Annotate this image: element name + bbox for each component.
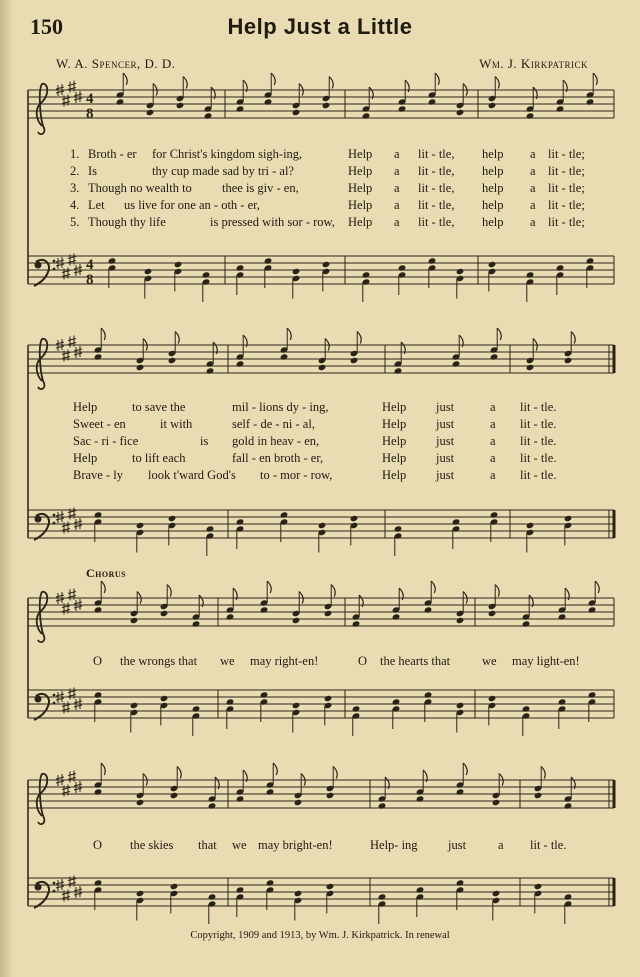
- music-composer: Wm. J. Kirkpatrick: [479, 56, 588, 71]
- note-head: [294, 890, 303, 897]
- verse-2-number: 2.: [70, 164, 80, 178]
- sharp-sign: [68, 771, 76, 783]
- note-head: [392, 613, 401, 620]
- verse-1-text: lit - tle;: [548, 147, 585, 161]
- note-head: [292, 702, 301, 709]
- verse-3-text: Help: [348, 181, 373, 195]
- note-flag: [463, 763, 467, 775]
- hymn-title: Help Just a Little: [227, 14, 413, 39]
- note-flag: [593, 73, 597, 85]
- note-head: [260, 606, 269, 613]
- note-head: [488, 695, 497, 702]
- chorus-text: lit - tle.: [530, 838, 567, 852]
- verse-5-text: to - mor - row,: [260, 468, 333, 482]
- note-flag: [357, 332, 361, 344]
- note-flag: [533, 339, 537, 351]
- note-head: [326, 883, 335, 890]
- note-head: [192, 620, 201, 627]
- words-author: W. A. Spencer, D. D.: [56, 56, 176, 71]
- note-head: [292, 268, 301, 275]
- sharp-sign: [68, 508, 76, 520]
- verse-1-text: mil - lions dy - ing,: [232, 400, 329, 414]
- note-head: [456, 702, 465, 709]
- note-flag: [267, 581, 271, 593]
- note-flag: [273, 763, 277, 775]
- note-flag: [435, 73, 439, 85]
- note-head: [428, 98, 437, 105]
- chorus-text: O: [358, 654, 368, 668]
- treble-clef-icon: [37, 592, 48, 642]
- note-head: [136, 890, 145, 897]
- verse-3-text: a: [394, 181, 400, 195]
- note-head: [378, 893, 387, 900]
- chorus-text: the hearts that: [380, 654, 451, 668]
- note-head: [226, 698, 235, 705]
- verse-2-text: a: [490, 417, 496, 431]
- verse-4-text: a: [530, 198, 536, 212]
- verse-1-text: a: [530, 147, 536, 161]
- note-head: [394, 367, 403, 374]
- note-head: [236, 518, 245, 525]
- note-head: [226, 613, 235, 620]
- note-head: [136, 364, 145, 371]
- bass-clef-icon: [35, 884, 42, 891]
- note-head: [564, 515, 573, 522]
- note-head: [398, 105, 407, 112]
- chorus-text: may bright-en!: [258, 838, 333, 852]
- note-head: [488, 261, 497, 268]
- verse-4-text: lit - tle,: [418, 198, 455, 212]
- note-head: [146, 109, 155, 116]
- note-head: [174, 261, 183, 268]
- note-flag: [571, 332, 575, 344]
- verse-4-text: a: [394, 198, 400, 212]
- note-head: [416, 795, 425, 802]
- chorus-text: may light-en!: [512, 654, 580, 668]
- verse-4-text: help: [482, 198, 504, 212]
- verse-4-text: to lift each: [132, 451, 186, 465]
- bass-clef-dot: [53, 890, 56, 893]
- verse-1-text: a: [490, 400, 496, 414]
- sharp-sign: [62, 350, 70, 362]
- note-head: [236, 795, 245, 802]
- verse-5-text: Help: [348, 215, 373, 229]
- verse-1-text: just: [436, 400, 455, 414]
- verse-3-text: Sac - ri - fice: [73, 434, 139, 448]
- note-head: [456, 788, 465, 795]
- note-head: [522, 705, 531, 712]
- verse-1-text: lit - tle.: [520, 400, 557, 414]
- note-flag: [499, 774, 503, 786]
- chorus-text: O: [93, 838, 103, 852]
- note-head: [526, 522, 535, 529]
- note-head: [352, 620, 361, 627]
- note-head: [456, 268, 465, 275]
- note-flag: [143, 774, 147, 786]
- sharp-sign: [68, 876, 76, 888]
- chorus-text: just: [448, 838, 467, 852]
- note-flag: [271, 73, 275, 85]
- chorus-text: we: [220, 654, 235, 668]
- note-head: [324, 695, 333, 702]
- verse-4-text: lit - tle.: [520, 451, 557, 465]
- note-flag: [101, 328, 105, 340]
- note-flag: [123, 73, 127, 85]
- note-head: [116, 98, 125, 105]
- note-head: [586, 257, 595, 264]
- note-head: [526, 364, 535, 371]
- note-head: [564, 357, 573, 364]
- note-flag: [331, 585, 335, 597]
- verse-3-text: lit - tle;: [548, 181, 585, 195]
- verse-3-text: thee is giv - en,: [222, 181, 299, 195]
- note-head: [266, 788, 275, 795]
- note-head: [130, 702, 139, 709]
- note-head: [94, 353, 103, 360]
- verse-5-text: Brave - ly: [73, 468, 123, 482]
- time-signature: 8: [86, 106, 94, 122]
- note-head: [94, 879, 103, 886]
- note-flag: [143, 339, 147, 351]
- note-head: [208, 893, 217, 900]
- verse-2-text: Is: [88, 164, 98, 178]
- note-head: [350, 515, 359, 522]
- verse-5-text: Help: [382, 468, 407, 482]
- note-flag: [183, 77, 187, 89]
- verse-5-text: lit - tle;: [548, 215, 585, 229]
- note-head: [456, 617, 465, 624]
- note-head: [318, 364, 327, 371]
- verse-1-text: Help: [73, 400, 98, 414]
- note-head: [318, 522, 327, 529]
- note-head: [424, 606, 433, 613]
- verse-3-text: a: [530, 181, 536, 195]
- note-head: [428, 257, 437, 264]
- verse-1-text: a: [394, 147, 400, 161]
- note-head: [326, 792, 335, 799]
- bass-clef-dot: [53, 522, 56, 525]
- note-head: [130, 617, 139, 624]
- verse-2-text: Sweet - en: [73, 417, 126, 431]
- bass-clef-dot: [53, 702, 56, 705]
- sharp-sign: [68, 688, 76, 700]
- treble-clef-icon: [37, 84, 48, 134]
- note-head: [416, 886, 425, 893]
- verse-1-text: Help: [348, 147, 373, 161]
- note-flag: [299, 592, 303, 604]
- sharp-sign: [62, 890, 70, 902]
- note-head: [424, 691, 433, 698]
- verse-4-text: Let: [88, 198, 105, 212]
- verse-4-text: Help: [73, 451, 98, 465]
- note-head: [492, 890, 501, 897]
- verse-2-text: Help: [348, 164, 373, 178]
- note-head: [490, 353, 499, 360]
- time-signature: 8: [86, 272, 94, 288]
- note-head: [522, 620, 531, 627]
- verse-3-text: a: [490, 434, 496, 448]
- note-head: [170, 792, 179, 799]
- verse-1-text: lit - tle,: [418, 147, 455, 161]
- chorus-text: the skies: [130, 838, 174, 852]
- hymn-number: 150: [30, 14, 63, 39]
- note-flag: [495, 585, 499, 597]
- note-head: [526, 271, 535, 278]
- bass-clef-dot: [53, 514, 56, 517]
- note-flag: [301, 774, 305, 786]
- verse-2-text: self - de - ni - al,: [232, 417, 315, 431]
- verse-2-text: lit - tle,: [418, 164, 455, 178]
- note-head: [236, 360, 245, 367]
- note-head: [94, 511, 103, 518]
- note-flag: [595, 581, 599, 593]
- note-head: [394, 525, 403, 532]
- copyright-notice: Copyright, 1909 and 1913, by Wm. J. Kirkpatrick. In renewal: [190, 930, 450, 941]
- verse-4-text: a: [490, 451, 496, 465]
- verse-5-text: a: [530, 215, 536, 229]
- note-head: [564, 802, 573, 809]
- note-head: [378, 802, 387, 809]
- note-head: [564, 893, 573, 900]
- note-flag: [153, 84, 157, 96]
- note-flag: [287, 328, 291, 340]
- note-head: [490, 511, 499, 518]
- verse-2-text: a: [394, 164, 400, 178]
- note-head: [558, 698, 567, 705]
- note-flag: [333, 767, 337, 779]
- sharp-sign: [68, 336, 76, 348]
- note-head: [588, 691, 597, 698]
- note-head: [322, 102, 331, 109]
- note-flag: [325, 339, 329, 351]
- verse-5-number: 5.: [70, 215, 80, 229]
- verse-5-text: Though thy life: [88, 215, 166, 229]
- note-head: [108, 257, 117, 264]
- note-head: [236, 886, 245, 893]
- sharp-sign: [62, 268, 70, 280]
- verse-5-text: just: [436, 468, 455, 482]
- bass-clef-icon: [35, 516, 42, 523]
- chorus-text: O: [93, 654, 103, 668]
- time-signature: 4: [86, 257, 94, 273]
- note-head: [452, 518, 461, 525]
- note-head: [322, 261, 331, 268]
- note-head: [492, 799, 501, 806]
- chorus-text: the wrongs that: [120, 654, 198, 668]
- note-head: [168, 357, 177, 364]
- note-flag: [167, 585, 171, 597]
- verse-3-text: is: [200, 434, 209, 448]
- note-head: [204, 112, 213, 119]
- note-head: [136, 522, 145, 529]
- verse-2-text: Help: [382, 417, 407, 431]
- note-flag: [541, 767, 545, 779]
- chorus-text: may right-en!: [250, 654, 319, 668]
- chorus-label: Chorus: [86, 566, 127, 580]
- verse-1-text: to save the: [132, 400, 186, 414]
- verse-3-text: just: [436, 434, 455, 448]
- note-head: [588, 606, 597, 613]
- sharp-sign: [62, 603, 70, 615]
- verse-4-text: lit - tle;: [548, 198, 585, 212]
- bass-clef-dot: [53, 260, 56, 263]
- verse-5-text: a: [394, 215, 400, 229]
- verse-4-text: Help: [348, 198, 373, 212]
- note-flag: [495, 77, 499, 89]
- verse-1-text: help: [482, 147, 504, 161]
- note-head: [260, 691, 269, 698]
- verse-1-text: for Christ's kingdom sigh-ing,: [152, 147, 303, 161]
- note-head: [208, 802, 217, 809]
- note-flag: [101, 581, 105, 593]
- note-flag: [101, 763, 105, 775]
- verse-5-text: look t'ward God's: [148, 468, 236, 482]
- bass-clef-dot: [53, 882, 56, 885]
- verse-5-text: a: [490, 468, 496, 482]
- note-head: [144, 268, 153, 275]
- verse-3-text: Though no wealth to: [88, 181, 192, 195]
- verse-1-text: Broth - er: [88, 147, 137, 161]
- verse-4-text: just: [436, 451, 455, 465]
- sharp-sign: [68, 254, 76, 266]
- note-flag: [431, 581, 435, 593]
- note-head: [556, 264, 565, 271]
- note-flag: [175, 332, 179, 344]
- verse-3-text: Help: [382, 434, 407, 448]
- note-head: [176, 102, 185, 109]
- note-flag: [329, 77, 333, 89]
- chorus-text: Help- ing: [370, 838, 418, 852]
- verse-5-text: is pressed with sor - row,: [210, 215, 335, 229]
- chorus-text: a: [498, 838, 504, 852]
- verse-3-text: lit - tle.: [520, 434, 557, 448]
- sharp-sign: [62, 522, 70, 534]
- sharp-sign: [68, 81, 76, 93]
- note-flag: [177, 767, 181, 779]
- note-head: [266, 879, 275, 886]
- note-head: [556, 105, 565, 112]
- verse-3-text: help: [482, 181, 504, 195]
- note-flag: [463, 592, 467, 604]
- chorus-text: we: [232, 838, 247, 852]
- verse-5-text: lit - tle,: [418, 215, 455, 229]
- verse-4-text: fall - en broth - er,: [232, 451, 324, 465]
- note-head: [264, 98, 273, 105]
- note-head: [526, 112, 535, 119]
- bass-clef-dot: [53, 694, 56, 697]
- note-head: [236, 105, 245, 112]
- verse-4-text: Help: [382, 451, 407, 465]
- note-flag: [299, 84, 303, 96]
- note-head: [280, 353, 289, 360]
- verse-2-text: it with: [160, 417, 193, 431]
- note-head: [170, 883, 179, 890]
- note-head: [94, 606, 103, 613]
- note-head: [350, 357, 359, 364]
- note-head: [586, 98, 595, 105]
- verse-5-text: lit - tle.: [520, 468, 557, 482]
- treble-clef-icon: [37, 339, 48, 389]
- sharp-sign: [68, 589, 76, 601]
- verse-2-text: lit - tle;: [548, 164, 585, 178]
- note-head: [398, 264, 407, 271]
- note-head: [452, 360, 461, 367]
- note-head: [292, 617, 301, 624]
- note-head: [456, 109, 465, 116]
- bass-clef-icon: [35, 696, 42, 703]
- verse-5-text: help: [482, 215, 504, 229]
- verse-2-text: help: [482, 164, 504, 178]
- verse-1-number: 1.: [70, 147, 80, 161]
- note-head: [168, 515, 177, 522]
- note-head: [280, 511, 289, 518]
- verse-4-text: us live for one an - oth - er,: [124, 198, 260, 212]
- note-head: [160, 610, 169, 617]
- verse-2-text: lit - tle.: [520, 417, 557, 431]
- verse-2-text: a: [530, 164, 536, 178]
- note-head: [206, 525, 215, 532]
- note-head: [534, 883, 543, 890]
- note-head: [362, 271, 371, 278]
- note-head: [352, 705, 361, 712]
- note-head: [94, 788, 103, 795]
- note-head: [362, 112, 371, 119]
- note-head: [160, 695, 169, 702]
- verse-4-number: 4.: [70, 198, 80, 212]
- verse-2-text: thy cup made sad by tri - al?: [152, 164, 294, 178]
- note-head: [206, 367, 215, 374]
- note-head: [534, 792, 543, 799]
- note-flag: [463, 84, 467, 96]
- verse-3-text: lit - tle,: [418, 181, 455, 195]
- note-head: [392, 698, 401, 705]
- note-head: [558, 613, 567, 620]
- verse-1-text: Help: [382, 400, 407, 414]
- verse-2-text: just: [436, 417, 455, 431]
- treble-clef-icon: [37, 774, 48, 824]
- note-head: [488, 102, 497, 109]
- chorus-text: we: [482, 654, 497, 668]
- note-head: [192, 705, 201, 712]
- note-flag: [497, 328, 501, 340]
- time-signature: 4: [86, 91, 94, 107]
- note-head: [136, 799, 145, 806]
- note-head: [294, 799, 303, 806]
- note-head: [264, 257, 273, 264]
- verse-3-number: 3.: [70, 181, 80, 195]
- sharp-sign: [62, 785, 70, 797]
- bass-clef-dot: [53, 268, 56, 271]
- note-head: [456, 879, 465, 886]
- chorus-text: that: [198, 838, 217, 852]
- sharp-sign: [62, 95, 70, 107]
- note-head: [236, 264, 245, 271]
- note-head: [488, 610, 497, 617]
- note-head: [292, 109, 301, 116]
- note-head: [94, 691, 103, 698]
- verse-3-text: gold in heav - en,: [232, 434, 320, 448]
- note-head: [202, 271, 211, 278]
- bass-clef-icon: [35, 262, 42, 269]
- note-head: [324, 610, 333, 617]
- sharp-sign: [62, 702, 70, 714]
- note-flag: [137, 592, 141, 604]
